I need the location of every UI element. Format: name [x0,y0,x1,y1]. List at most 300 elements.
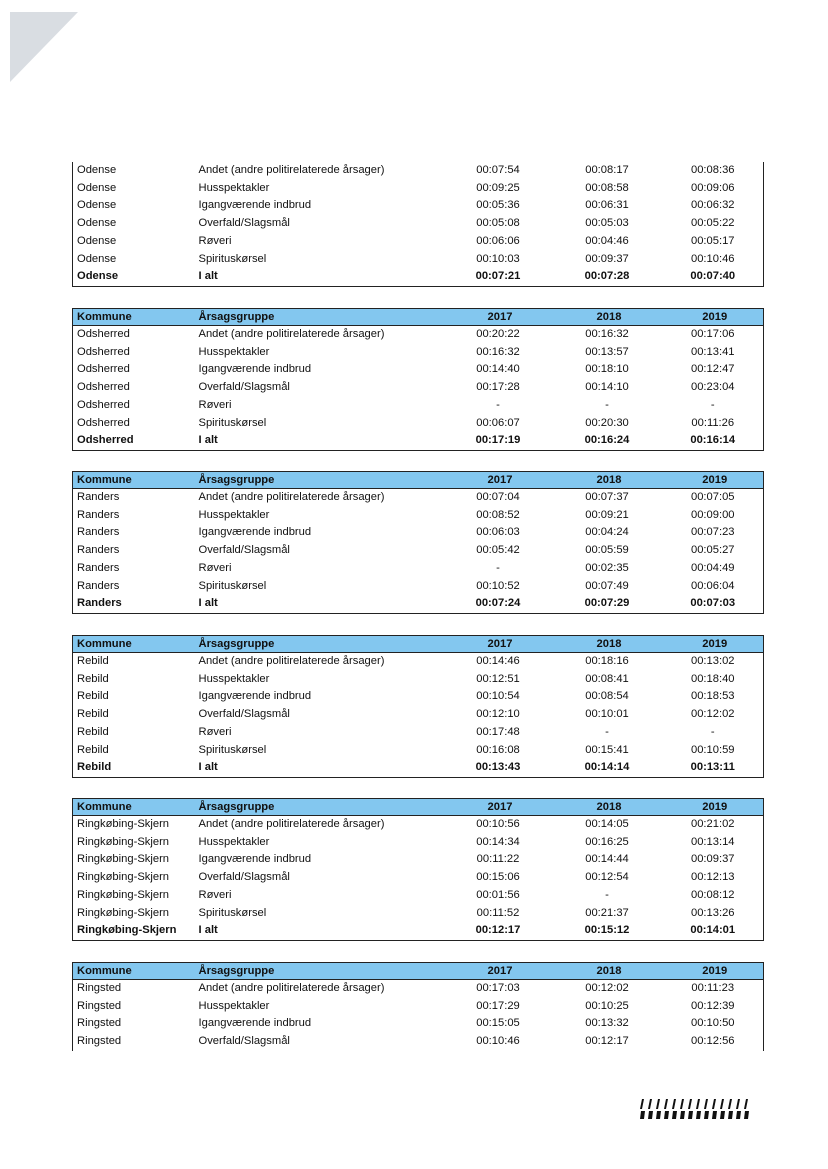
time-cell: 00:11:26 [691,416,735,429]
time-cell: 00:06:04 [690,579,735,592]
year-header: 2018 [552,472,663,489]
table-row [73,233,764,251]
barcode-mark [736,1111,741,1119]
kommune-cell: Odense [77,217,117,230]
time-cell: 00:05:36 [476,199,520,212]
kommune-cell: Odense [77,181,117,194]
time-cell: 00:07:49 [585,579,629,592]
barcode-mark [656,1111,661,1119]
barcode-mark [736,1099,740,1109]
kommune-cell: Ringkøbing-Skjern [77,853,170,866]
aarsagsgruppe-cell: Spirituskørsel [198,743,267,756]
time-cell: 00:18:40 [690,672,735,685]
barcode-mark [648,1099,652,1109]
barcode-mark [704,1111,709,1119]
table-row [73,344,764,362]
barcode-mark [672,1111,677,1119]
time-cell: 00:05:17 [690,234,735,247]
aarsagsgruppe-cell: I alt [198,434,218,447]
time-cell: 00:09:00 [690,508,735,521]
time-cell: 00:11:22 [476,853,520,866]
table-row [73,742,764,760]
barcode-mark [696,1111,701,1119]
time-cell: 00:10:54 [476,690,520,703]
time-cell: 00:12:54 [585,871,629,884]
aarsagsgruppe-header: Årsagsgruppe [195,636,445,653]
aarsagsgruppe-cell: Igangværende indbrud [198,199,312,212]
table-row [73,379,764,397]
time-cell: 00:10:50 [690,1017,735,1030]
time-cell: 00:07:21 [475,270,521,283]
time-cell: 00:04:46 [585,234,629,247]
kommune-cell: Ringsted [77,982,122,994]
table-row [73,397,764,415]
barcode-mark [680,1099,684,1109]
time-cell: - [496,398,500,411]
aarsagsgruppe-header: Årsagsgruppe [195,472,445,489]
time-cell: 00:10:56 [476,818,520,830]
time-cell: 00:10:59 [690,743,735,756]
time-cell: 00:13:11 [690,761,735,774]
time-cell: 00:07:23 [690,526,735,539]
time-cell: 00:13:02 [690,655,735,667]
kommune-cell: Ringkøbing-Skjern [77,888,170,901]
aarsagsgruppe-cell: Andet (andre politirelaterede årsager) [198,982,385,994]
table-row [73,489,764,507]
year-header: 2017 [445,963,552,980]
time-cell: 00:09:06 [690,181,735,194]
time-cell: 00:04:24 [585,526,629,539]
kommune-cell: Ringkøbing-Skjern [77,906,170,919]
time-cell: 00:01:56 [476,888,520,901]
time-cell: 00:12:17 [475,924,521,937]
kommune-cell: Odsherred [77,434,134,447]
total-row [73,268,764,286]
time-cell: 00:13:32 [585,1017,629,1030]
time-cell: 00:05:42 [476,544,520,557]
barcode-mark [640,1099,644,1109]
time-cell: 00:17:06 [690,328,735,340]
time-cell: 00:06:07 [476,416,520,429]
time-cell: - [605,398,609,411]
time-cell: 00:12:39 [690,999,735,1012]
table-row [73,578,764,596]
time-cell: 00:13:43 [475,761,521,774]
aarsagsgruppe-cell: Andet (andre politirelaterede årsager) [198,328,385,340]
kommune-cell: Randers [77,526,120,539]
time-cell: 00:14:05 [585,818,629,830]
table-row [73,980,764,998]
barcode-mark [728,1099,732,1109]
time-cell: 00:18:53 [690,690,735,703]
kommune-cell: Randers [77,579,120,592]
time-cell: 00:08:12 [690,888,735,901]
year-header: 2018 [552,799,663,816]
kommune-cell: Ringsted [77,1035,122,1048]
total-row [73,759,764,777]
time-cell: 00:16:32 [476,345,520,358]
time-cell: 00:23:04 [690,381,735,394]
table-row [73,162,764,180]
aarsagsgruppe-cell: Igangværende indbrud [198,690,312,703]
time-cell: 00:09:21 [585,508,629,521]
time-cell: 00:06:03 [476,526,520,539]
aarsagsgruppe-cell: Andet (andre politirelaterede årsager) [198,164,385,176]
table-row [73,326,764,344]
aarsagsgruppe-cell: Spirituskørsel [198,252,267,265]
time-cell: 00:06:31 [585,199,629,212]
time-cell: 00:05:08 [476,217,520,230]
table-header-row [73,799,764,816]
aarsagsgruppe-header: Årsagsgruppe [195,799,445,816]
kommune-cell: Rebild [77,743,109,756]
time-cell: 00:10:03 [476,252,520,265]
data-table [72,962,764,1051]
time-cell: 00:17:19 [475,434,521,447]
time-cell: 00:16:14 [690,434,736,447]
table-header-row [73,636,764,653]
time-cell: 00:09:25 [476,181,520,194]
table-row [73,197,764,215]
year-header: 2019 [663,309,764,326]
time-cell: 00:10:01 [585,708,629,721]
time-cell: 00:14:44 [585,853,629,866]
aarsagsgruppe-cell: Overfald/Slagsmål [198,381,290,394]
time-cell: 00:12:17 [585,1035,629,1048]
time-cell: 00:12:13 [690,871,735,884]
aarsagsgruppe-cell: Spirituskørsel [198,906,267,919]
time-cell: 00:20:30 [585,416,629,429]
aarsagsgruppe-cell: Overfald/Slagsmål [198,217,290,230]
table-row [73,851,764,869]
aarsagsgruppe-cell: Overfald/Slagsmål [198,544,290,557]
table-row [73,834,764,852]
kommune-cell: Odsherred [77,345,130,358]
total-row [73,432,764,450]
aarsagsgruppe-cell: Spirituskørsel [198,579,267,592]
kommune-cell: Randers [77,544,120,557]
time-cell: 00:07:03 [690,597,736,610]
time-cell: 00:14:01 [690,924,736,937]
aarsagsgruppe-header: Årsagsgruppe [195,309,445,326]
kommune-cell: Ringkøbing-Skjern [77,835,170,848]
year-header: 2018 [552,636,663,653]
page-corner-fold [10,12,78,82]
year-header: 2019 [663,799,764,816]
time-cell: 00:16:24 [584,434,630,447]
kommune-cell: Randers [77,597,122,610]
time-cell: 00:07:40 [690,270,736,283]
year-header: 2018 [552,309,663,326]
table-row [73,524,764,542]
kommune-cell: Odsherred [77,363,130,376]
kommune-cell: Ringkøbing-Skjern [77,871,170,884]
table-row [73,180,764,198]
aarsagsgruppe-cell: I alt [198,761,218,774]
year-header: 2019 [663,636,764,653]
kommune-cell: Ringsted [77,999,122,1012]
barcode-mark [664,1111,669,1119]
time-cell: 00:08:58 [585,181,629,194]
kommune-cell: Odense [77,270,119,283]
kommune-cell: Rebild [77,672,109,685]
aarsagsgruppe-cell: Andet (andre politirelaterede årsager) [198,818,385,830]
aarsagsgruppe-cell: Røveri [198,888,232,901]
time-cell: 00:07:24 [475,597,521,610]
time-cell: 00:09:37 [690,853,735,866]
time-cell: 00:12:47 [690,363,735,376]
kommune-header: Kommune [73,309,195,326]
table-row [73,251,764,269]
time-cell: 00:06:06 [476,234,520,247]
table-row [73,724,764,742]
time-cell: 00:08:52 [476,508,520,521]
time-cell: 00:07:04 [476,491,520,503]
aarsagsgruppe-cell: Overfald/Slagsmål [198,871,290,884]
kommune-cell: Rebild [77,690,109,703]
time-cell: 00:10:46 [690,252,735,265]
time-cell: 00:07:37 [585,491,629,503]
time-cell: 00:07:05 [690,491,735,503]
barcode-mark [656,1099,660,1109]
time-cell: 00:14:10 [585,381,629,394]
time-cell: 00:09:37 [585,252,629,265]
table-row [73,507,764,525]
year-header: 2017 [445,636,552,653]
table-row [73,1033,764,1051]
barcode-mark [728,1111,733,1119]
barcode-mark [704,1099,708,1109]
year-header: 2019 [663,472,764,489]
time-cell: 00:11:23 [691,982,735,994]
barcode-stamp [637,1098,751,1120]
barcode-mark [696,1099,700,1109]
barcode-mark [672,1099,676,1109]
data-table [72,798,764,941]
table-row [73,998,764,1016]
time-cell: 00:05:03 [585,217,629,230]
time-cell: 00:12:02 [585,982,629,994]
barcode-mark [664,1099,668,1109]
time-cell: 00:12:51 [476,672,520,685]
aarsagsgruppe-cell: Husspektakler [198,672,270,685]
kommune-cell: Randers [77,491,120,503]
time-cell: 00:07:28 [584,270,630,283]
kommune-cell: Ringkøbing-Skjern [77,818,170,830]
time-cell: 00:13:41 [690,345,735,358]
kommune-header: Kommune [73,963,195,980]
time-cell: 00:21:02 [690,818,735,830]
kommune-cell: Odense [77,234,117,247]
barcode-mark [688,1099,692,1109]
time-cell: 00:05:27 [690,544,735,557]
time-cell: 00:02:35 [585,561,629,574]
kommune-header: Kommune [73,799,195,816]
barcode-mark [720,1111,725,1119]
kommune-cell: Odsherred [77,398,130,411]
time-cell: - [605,888,609,901]
table-row [73,887,764,905]
time-cell: 00:21:37 [585,906,629,919]
aarsagsgruppe-cell: Husspektakler [198,508,270,521]
table-header-row [73,309,764,326]
table-row [73,816,764,834]
year-header: 2017 [445,309,552,326]
aarsagsgruppe-cell: Røveri [198,725,232,738]
time-cell: 00:16:32 [585,328,629,340]
barcode-mark [712,1111,717,1119]
table-row [73,542,764,560]
time-cell: 00:08:17 [585,164,629,176]
table-row [73,653,764,671]
year-header: 2017 [445,472,552,489]
time-cell: 00:14:46 [476,655,520,667]
time-cell: 00:14:14 [584,761,630,774]
kommune-cell: Odense [77,252,117,265]
time-cell: 00:15:41 [585,743,629,756]
time-cell: 00:17:48 [476,725,520,738]
time-cell: 00:20:22 [476,328,520,340]
time-cell: 00:11:52 [476,906,520,919]
table-row [73,688,764,706]
table-row [73,706,764,724]
data-table [72,471,764,614]
time-cell: 00:07:29 [584,597,630,610]
aarsagsgruppe-cell: Igangværende indbrud [198,1017,312,1030]
aarsagsgruppe-cell: Overfald/Slagsmål [198,708,290,721]
aarsagsgruppe-cell: Røveri [198,561,232,574]
kommune-cell: Odense [77,164,117,176]
year-header: 2018 [552,963,663,980]
time-cell: 00:14:34 [476,835,520,848]
total-row [73,922,764,940]
time-cell: 00:13:26 [690,906,735,919]
time-cell: 00:15:12 [584,924,630,937]
aarsagsgruppe-cell: I alt [198,270,218,283]
time-cell: 00:04:49 [690,561,735,574]
kommune-cell: Odsherred [77,328,130,340]
time-cell: 00:05:22 [690,217,735,230]
aarsagsgruppe-cell: Overfald/Slagsmål [198,1035,290,1048]
barcode-mark [744,1099,748,1109]
time-cell: 00:15:05 [476,1017,520,1030]
time-cell: 00:13:14 [690,835,735,848]
table-header-row [73,963,764,980]
time-cell: 00:06:32 [690,199,735,212]
time-cell: - [496,561,500,574]
kommune-cell: Rebild [77,708,109,721]
time-cell: 00:17:03 [476,982,520,994]
barcode-mark [688,1111,693,1119]
barcode-mark [648,1111,653,1119]
kommune-cell: Odense [77,199,117,212]
table-row [73,361,764,379]
barcode-mark [744,1111,749,1119]
time-cell: 00:18:10 [585,363,629,376]
aarsagsgruppe-cell: Husspektakler [198,835,270,848]
time-cell: 00:14:40 [476,363,520,376]
time-cell: - [710,725,715,738]
kommune-header: Kommune [73,636,195,653]
aarsagsgruppe-cell: Igangværende indbrud [198,526,312,539]
kommune-cell: Ringkøbing-Skjern [77,924,177,937]
kommune-cell: Rebild [77,725,109,738]
kommune-cell: Ringsted [77,1017,122,1030]
aarsagsgruppe-cell: Spirituskørsel [198,416,267,429]
table-row [73,215,764,233]
time-cell: 00:10:46 [476,1035,520,1048]
time-cell: - [605,725,609,738]
time-cell: 00:17:28 [476,381,520,394]
time-cell: 00:12:56 [690,1035,735,1048]
table-row [73,671,764,689]
aarsagsgruppe-cell: I alt [198,597,218,610]
time-cell: 00:13:57 [585,345,629,358]
time-cell: 00:12:02 [690,708,735,721]
kommune-cell: Rebild [77,655,109,667]
aarsagsgruppe-header: Årsagsgruppe [195,963,445,980]
table-row [73,869,764,887]
aarsagsgruppe-cell: Andet (andre politirelaterede årsager) [198,655,385,667]
barcode-mark [640,1111,645,1119]
data-table [72,635,764,778]
aarsagsgruppe-cell: Røveri [198,398,232,411]
aarsagsgruppe-cell: Røveri [198,234,232,247]
kommune-cell: Randers [77,561,120,574]
aarsagsgruppe-cell: Husspektakler [198,181,270,194]
time-cell: 00:10:52 [476,579,520,592]
time-cell: 00:10:25 [585,999,629,1012]
table-row [73,415,764,433]
time-cell: - [710,398,715,411]
time-cell: 00:17:29 [476,999,520,1012]
time-cell: 00:05:59 [585,544,629,557]
aarsagsgruppe-cell: Husspektakler [198,345,270,358]
total-row [73,595,764,613]
barcode-mark [720,1099,724,1109]
kommune-cell: Odsherred [77,381,130,394]
data-table [72,162,764,287]
time-cell: 00:08:54 [585,690,629,703]
table-row [73,560,764,578]
table-row [73,1015,764,1033]
barcode-mark [680,1111,685,1119]
table-row [73,905,764,923]
year-header: 2019 [663,963,764,980]
time-cell: 00:18:16 [585,655,629,667]
kommune-cell: Rebild [77,761,112,774]
time-cell: 00:15:06 [476,871,520,884]
aarsagsgruppe-cell: Andet (andre politirelaterede årsager) [198,491,385,503]
kommune-cell: Odsherred [77,416,130,429]
aarsagsgruppe-cell: Igangværende indbrud [198,853,312,866]
time-cell: 00:07:54 [476,164,520,176]
time-cell: 00:08:41 [585,672,629,685]
time-cell: 00:08:36 [690,164,735,176]
time-cell: 00:12:10 [476,708,520,721]
kommune-header: Kommune [73,472,195,489]
kommune-cell: Randers [77,508,120,521]
aarsagsgruppe-cell: Husspektakler [198,999,270,1012]
time-cell: 00:16:08 [476,743,520,756]
aarsagsgruppe-cell: Igangværende indbrud [198,363,312,376]
table-header-row [73,472,764,489]
barcode-mark [712,1099,716,1109]
aarsagsgruppe-cell: I alt [198,924,218,937]
time-cell: 00:16:25 [585,835,629,848]
year-header: 2017 [445,799,552,816]
data-table [72,308,764,451]
